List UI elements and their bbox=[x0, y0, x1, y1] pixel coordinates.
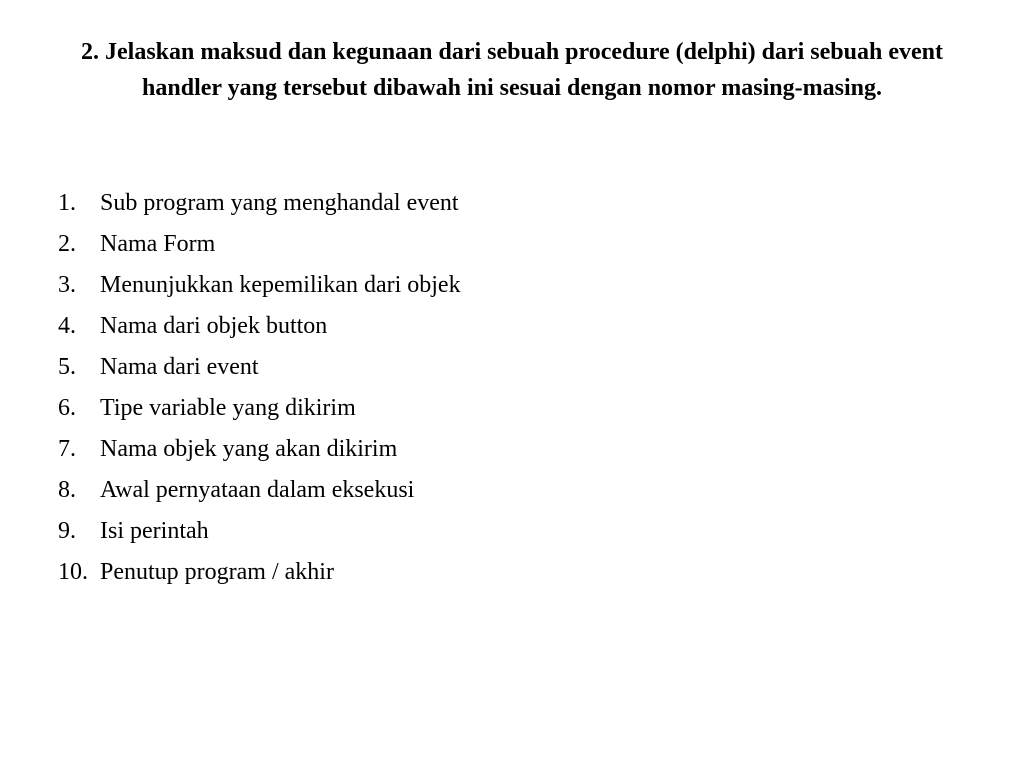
item-number: 5. bbox=[58, 354, 76, 380]
item-number: 9. bbox=[58, 518, 76, 544]
numbered-list bbox=[58, 183, 461, 593]
item-number: 3. bbox=[58, 272, 76, 298]
item-text: Nama objek yang akan dikirim bbox=[100, 436, 398, 462]
item-text: Nama dari objek button bbox=[100, 313, 328, 339]
item-number: 1. bbox=[58, 190, 76, 216]
list-item bbox=[58, 429, 461, 470]
list-item bbox=[58, 470, 461, 511]
item-number: 7. bbox=[58, 436, 76, 462]
item-text: Awal pernyataan dalam eksekusi bbox=[100, 477, 415, 503]
item-number: 4. bbox=[58, 313, 76, 339]
list-item bbox=[58, 306, 461, 347]
item-text: Isi perintah bbox=[100, 518, 209, 544]
item-text: Menunjukkan kepemilikan dari objek bbox=[100, 272, 461, 298]
list-item bbox=[58, 347, 461, 388]
slide-title: 2. Jelaskan maksud dan kegunaan dari sebuah procedure (delphi) dari sebuah event handler yang tersebut dibawah ini sesuai dengan nomor masing-masing. bbox=[81, 39, 943, 101]
item-text: Nama Form bbox=[100, 231, 216, 257]
item-number: 10. bbox=[58, 559, 88, 585]
list-item bbox=[58, 265, 461, 306]
list-item bbox=[58, 388, 461, 429]
list-item bbox=[58, 183, 461, 224]
list-item bbox=[58, 511, 461, 552]
item-text: Penutup program / akhir bbox=[100, 559, 334, 585]
item-text: Nama dari event bbox=[100, 354, 259, 380]
item-text: Tipe variable yang dikirim bbox=[100, 395, 356, 421]
list-item bbox=[58, 552, 461, 593]
item-text: Sub program yang menghandal event bbox=[100, 190, 459, 216]
item-number: 8. bbox=[58, 477, 76, 503]
item-number: 2. bbox=[58, 231, 76, 257]
item-number: 6. bbox=[58, 395, 76, 421]
list-item bbox=[58, 224, 461, 265]
